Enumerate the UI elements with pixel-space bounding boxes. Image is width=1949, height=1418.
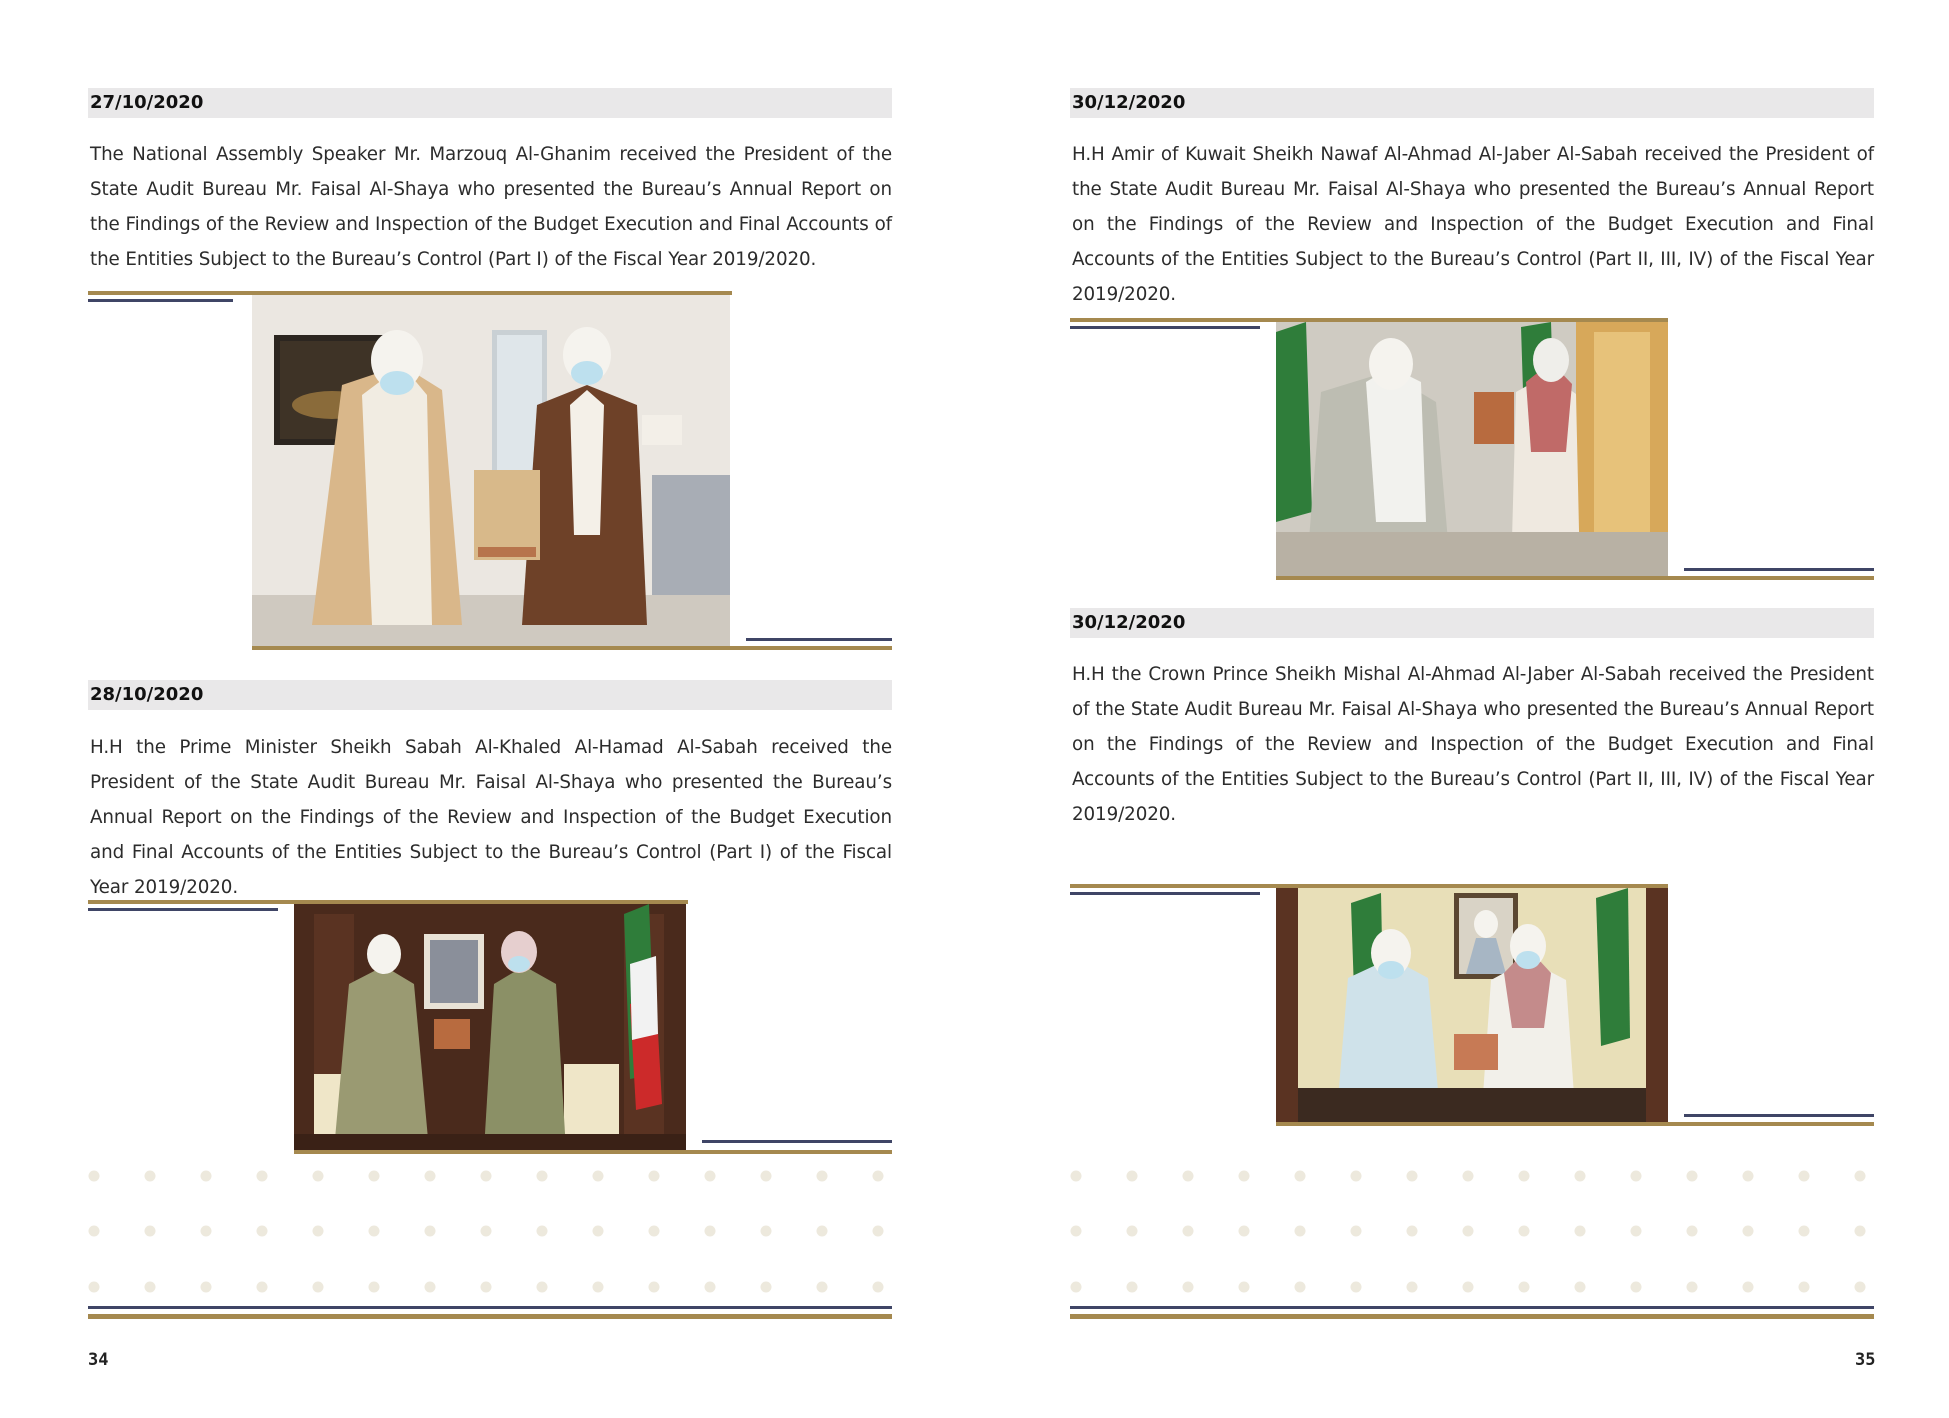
footer-rule-navy: [1070, 1306, 1874, 1309]
entry-description: H.H the Prime Minister Sheikh Sabah Al-Khaled Al-Hamad Al-Sabah received the President of the State Audit Bureau Mr. Faisal Al-Shaya who presented the Bureau’s Annual Report on the Findings of the Review and Inspection of the Budget Execution and Final Accounts of the Entities Subject to the Bureau’s Control (Part I) of the Fiscal Year 2019/2020.: [90, 737, 892, 898]
entry-date: 28/10/2020: [90, 684, 204, 705]
photo-bottom-rule: [294, 1150, 892, 1154]
meeting-photo: [294, 904, 686, 1150]
meeting-photo: [252, 295, 730, 646]
date-bar: [1070, 608, 1874, 638]
photo-bottom-rule: [1276, 576, 1874, 580]
dot-pattern: [88, 1166, 894, 1296]
footer-rule-navy: [88, 1306, 892, 1309]
footer-rule-gold: [88, 1314, 892, 1319]
date-bar: [88, 88, 892, 118]
footer-rule-gold: [1070, 1314, 1874, 1319]
photo-side-rule: [88, 908, 278, 911]
entry-date: 27/10/2020: [90, 92, 204, 113]
entry-description: The National Assembly Speaker Mr. Marzouq Al-Ghanim received the President of the State Audit Bureau Mr. Faisal Al-Shaya who presented the Bureau’s Annual Report on the Findings of the Review and Inspection of the Budget Execution and Final Accounts of the Entities Subject to the Bureau’s Control (Part I) of the Fiscal Year 2019/2020.: [90, 144, 892, 270]
meeting-photo: [1276, 322, 1668, 576]
entry-date: 30/12/2020: [1072, 92, 1186, 113]
dot-pattern: [1070, 1166, 1876, 1296]
page-number: 34: [88, 1350, 109, 1370]
page-number: 35: [1855, 1350, 1876, 1370]
entry-description: H.H the Crown Prince Sheikh Mishal Al-Ahmad Al-Jaber Al-Sabah received the President of the State Audit Bureau Mr. Faisal Al-Shaya who presented the Bureau’s Annual Report on the Findings of the Review and Inspection of the Budget Execution and Final Accounts of the Entities Subject to the Bureau’s Control (Part II, III, IV) of the Fiscal Year 2019/2020.: [1072, 664, 1874, 825]
date-bar: [1070, 88, 1874, 118]
photo-corner-rule: [1684, 1114, 1874, 1117]
photo-side-rule: [1070, 326, 1260, 329]
entry-description: H.H Amir of Kuwait Sheikh Nawaf Al-Ahmad Al-Jaber Al-Sabah received the President of the State Audit Bureau Mr. Faisal Al-Shaya who presented the Bureau’s Annual Report on the Findings of the Review and Inspection of the Budget Execution and Final Accounts of the Entities Subject to the Bureau’s Control (Part II, III, IV) of the Fiscal Year 2019/2020.: [1072, 144, 1874, 305]
photo-side-rule: [1070, 892, 1260, 895]
photo-bottom-rule: [1276, 1122, 1874, 1126]
photo-side-rule: [88, 299, 233, 302]
photo-corner-rule: [702, 1140, 892, 1143]
photo-corner-rule: [746, 638, 892, 641]
photo-corner-rule: [1684, 568, 1874, 571]
entry-date: 30/12/2020: [1072, 612, 1186, 633]
photo-bottom-rule: [252, 646, 892, 650]
date-bar: [88, 680, 892, 710]
meeting-photo: [1276, 888, 1668, 1124]
